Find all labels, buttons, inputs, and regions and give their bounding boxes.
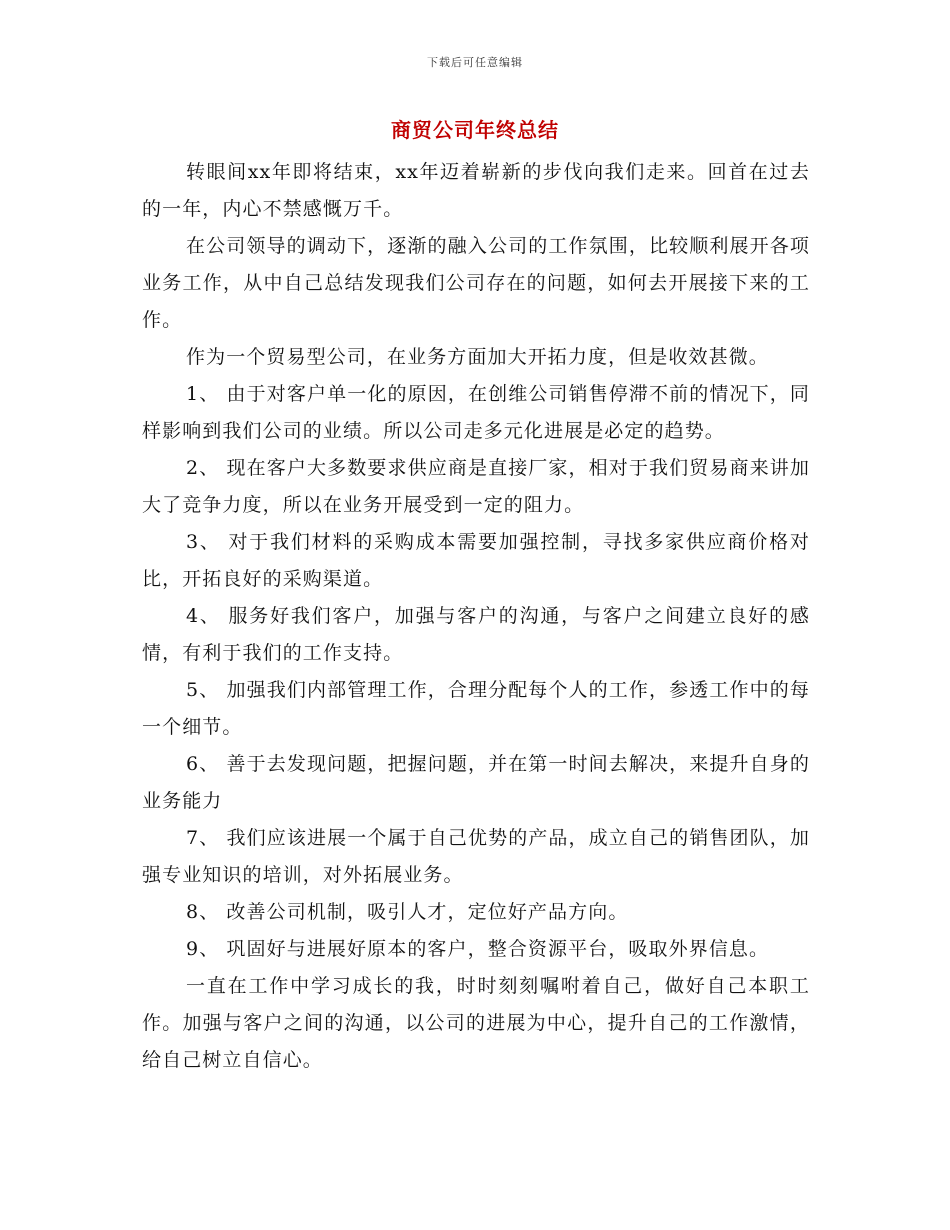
list-item-7: 7、 我们应该进展一个属于自己优势的产品，成立自己的销售团队，加强专业知识的培训，对外拓展业务。 (142, 827, 810, 886)
header-note: 下载后可任意编辑 (427, 56, 523, 69)
list-item-4: 4、 服务好我们客户，加强与客户的沟通，与客户之间建立良好的感情，有利于我们的工作支持。 (142, 605, 810, 664)
paragraph-conclusion: 一直在工作中学习成长的我，时时刻刻嘱咐着自己，做好自己本职工作。加强与客户之间的沟通，以公司的进展为中心，提升自己的工作激情，给自己树立自信心。 (142, 975, 810, 1071)
list-item-9: 9、 巩固好与进展好原本的客户，整合资源平台，吸取外界信息。 (186, 938, 770, 960)
paragraph-business: 作为一个贸易型公司，在业务方面加大开拓力度，但是收效甚微。 (186, 346, 769, 368)
document-body (142, 154, 810, 1079)
list-item-6: 6、 善于去发现问题，把握问题，并在第一时间去解决，来提升自身的业务能力 (142, 753, 810, 812)
paragraph-leadership: 在公司领导的调动下，逐渐的融入公司的工作氛围，比较顺利展开各项业务工作，从中自己总结发现我们公司存在的问题，如何去开展接下来的工作。 (142, 235, 810, 331)
list-item-2: 2、 现在客户大多数要求供应商是直接厂家，相对于我们贸易商来讲加大了竞争力度，所以在业务开展受到一定的阻力。 (142, 457, 810, 516)
paragraph-intro: 转眼间xx年即将结束，xx年迈着崭新的步伐向我们走来。回首在过去的一年，内心不禁感慨万千。 (142, 161, 810, 220)
list-item-5: 5、 加强我们内部管理工作，合理分配每个人的工作，参透工作中的每一个细节。 (142, 679, 810, 738)
list-item-3: 3、 对于我们材料的采购成本需要加强控制，寻找多家供应商价格对比，开拓良好的采购渠道。 (142, 531, 810, 590)
list-item-8: 8、 改善公司机制，吸引人才，定位好产品方向。 (186, 901, 629, 923)
list-item-1: 1、 由于对客户单一化的原因，在创维公司销售停滞不前的情况下，同样影响到我们公司的业绩。所以公司走多元化进展是必定的趋势。 (142, 383, 810, 442)
document-title: 商贸公司年终总结 (391, 118, 559, 142)
